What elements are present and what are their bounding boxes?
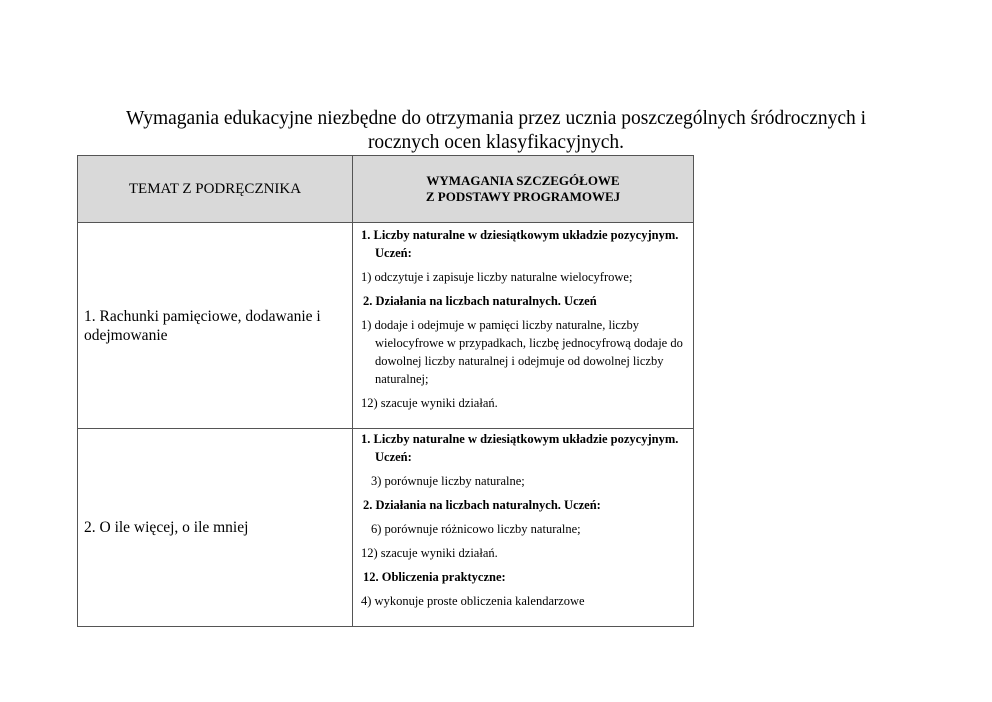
- row-topic: 2. O ile więcej, o ile mniej: [78, 429, 353, 627]
- requirement-item: 12) szacuje wyniki działań.: [361, 546, 498, 560]
- requirement-item: 4) wykonuje proste obliczenia kalendarzowe: [361, 594, 585, 608]
- requirement-item: 12) szacuje wyniki działań.: [361, 396, 498, 410]
- requirement-heading: 1. Liczby naturalne w dziesiątkowym układzie pozycyjnym. Uczeń:: [361, 228, 679, 260]
- header-requirements-line-2: Z PODSTAWY PROGRAMOWEJ: [425, 189, 621, 204]
- requirement-heading: 12. Obliczenia praktyczne:: [363, 570, 506, 584]
- requirement-item: 6) porównuje różnicowo liczby naturalne;: [371, 522, 581, 536]
- table-row: [78, 429, 694, 627]
- document-title: [0, 107, 992, 155]
- requirement-item: 1) dodaje i odejmuje w pamięci liczby naturalne, liczby wielocyfrowe w przypadkach, liczbę jednocyfrową dodaje do dowolnej liczby naturalnej i odejmuje od dowolnej liczby naturalnej;: [361, 318, 683, 386]
- header-topic: TEMAT Z PODRĘCZNIKA: [78, 156, 353, 223]
- title-line-2: rocznych ocen klasyfikacyjnych.: [367, 132, 625, 153]
- requirement-item: 1) odczytuje i zapisuje liczby naturalne wielocyfrowe;: [361, 270, 633, 284]
- row-requirements: [353, 223, 694, 429]
- row-topic: 1. Rachunki pamięciowe, dodawanie i odejmowanie: [78, 223, 353, 429]
- table-header-row: [78, 156, 694, 223]
- header-requirements: [353, 156, 694, 223]
- header-requirements-line-1: WYMAGANIA SZCZEGÓŁOWE: [426, 173, 620, 188]
- table-row: [78, 223, 694, 429]
- requirement-heading: 2. Działania na liczbach naturalnych. Uczeń: [363, 294, 597, 308]
- requirements-table: [77, 155, 694, 627]
- requirement-heading: 1. Liczby naturalne w dziesiątkowym układzie pozycyjnym. Uczeń:: [361, 432, 679, 464]
- requirement-item: 3) porównuje liczby naturalne;: [371, 474, 525, 488]
- title-line-1: Wymagania edukacyjne niezbędne do otrzymania przez ucznia poszczególnych śródrocznych i: [125, 108, 867, 129]
- row-requirements: [353, 429, 694, 627]
- requirement-heading: 2. Działania na liczbach naturalnych. Uczeń:: [363, 498, 601, 512]
